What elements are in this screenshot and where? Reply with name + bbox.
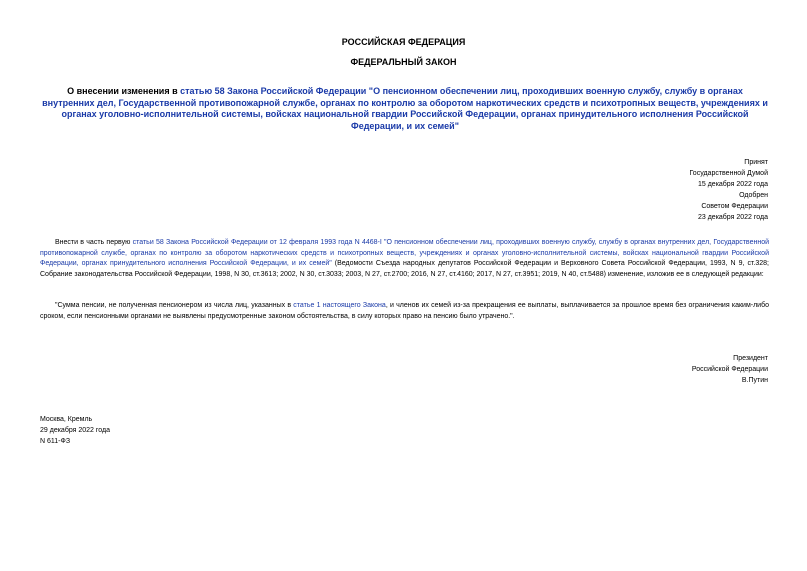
- paragraph-2-link[interactable]: статье 1 настоящего Закона: [293, 302, 386, 309]
- signature-name: В.Путин: [741, 377, 768, 384]
- place-date-block: [40, 414, 110, 447]
- paragraph-2-prefix: "Сумма пенсии, не полученная пенсионером из числа лиц, указанных в: [55, 302, 294, 309]
- law-number: N 611-ФЗ: [40, 438, 71, 445]
- law-title-prefix: О внесении изменения в: [67, 86, 181, 96]
- approved-date: 23 декабря 2022 года: [697, 214, 768, 221]
- approved-label: Одобрен: [739, 192, 768, 199]
- doc-type-heading: ФЕДЕРАЛЬНЫЙ ЗАКОН: [350, 57, 457, 67]
- paragraph-1-suffix: (Ведомости Съезда народных депутатов Российской Федерации и Верховного Совета Российской Федерации, 1993, N 9, ст.328; Собрание законодательства Российской Федерации, 1998, N 30, ст.3613; 2002, N 30, ст.3033; 2003, N 27, ст.2700; 2016, N 27, ст.4160; 2017, N 27, ст.3951; 2019, N 40, ст.5488) изменение, изложив ее в следующей редакции:: [40, 260, 769, 278]
- signature-position: Президент: [733, 355, 768, 362]
- place-date: 29 декабря 2022 года: [40, 427, 111, 434]
- adoption-block: [689, 157, 768, 223]
- paragraph-1-link[interactable]: статьи 58 Закона Российской Федерации от 12 февраля 1993 года N 4468-I "О пенсионном обеспечении лиц, проходивших военную службу, службу в органах внутренних дел, Государственной противопожарной службе, органах по контролю за оборотом наркотических средств и психотропных веществ, учреждениях и органах уголовно-исполнительной системы, войсках национальной гвардии Российской Федерации, органах принудительного исполнения Российской Федерации, и их семей": [40, 239, 770, 267]
- law-title: [40, 86, 770, 132]
- country-heading: РОССИЙСКАЯ ФЕДЕРАЦИЯ: [341, 37, 466, 47]
- law-title-link[interactable]: статью 58 Закона Российской Федерации "О пенсионном обеспечении лиц, проходивших военную службу, службу в органах внутренних дел, Государственной противопожарной службе, органах по контролю за оборотом наркотических средств и психотропных веществ, учреждениях и органах уголовно-исполнительной системы, войсках национальной гвардии Российской Федерации, органах принудительного исполнения Российской Федерации, и их семей": [42, 86, 768, 131]
- signature-country: Российской Федерации: [691, 366, 768, 373]
- body-paragraph-1: [40, 238, 769, 280]
- approved-by: Советом Федерации: [701, 203, 768, 210]
- place-city: Москва, Кремль: [40, 416, 93, 423]
- body-paragraph-2: [40, 301, 769, 322]
- accepted-date: 15 декабря 2022 года: [697, 181, 768, 188]
- accepted-by: Государственной Думой: [689, 170, 768, 177]
- paragraph-1-prefix: Внести в часть первую: [55, 239, 133, 246]
- signature-block: [692, 353, 768, 386]
- accepted-label: Принят: [744, 159, 768, 166]
- paragraph-2-suffix: , и членов их семей из-за прекращения ее выплаты, выплачивается за прошлое время без ограничения каким-либо сроком, если пенсионными органами не выявлены предусмотренные законом обстоятельства, в силу которых право на пенсию было утрачено.".: [40, 302, 769, 320]
